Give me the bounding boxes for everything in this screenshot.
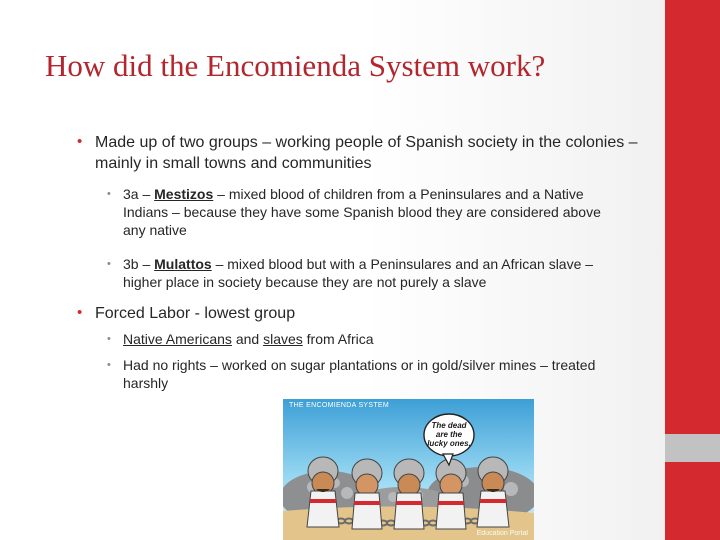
worker-2 bbox=[352, 459, 382, 529]
sub-bullet-text: Had no rights – worked on sugar plantations or in gold/silver mines – treated harshly bbox=[123, 357, 596, 391]
worker-3 bbox=[394, 459, 424, 529]
worker-4 bbox=[436, 459, 466, 529]
bullet-text: Made up of two groups – working people of Spanish society in the colonies – mainly in small towns and communities bbox=[95, 134, 638, 172]
sub-bullet-connector: and bbox=[231, 331, 264, 347]
cartoon-scene bbox=[283, 399, 534, 540]
bullet-dot: • bbox=[77, 304, 83, 321]
worker-1 bbox=[307, 457, 339, 527]
illustration-heading: THE ENCOMIENDA SYSTEM bbox=[289, 402, 390, 409]
sub-bullet-text: – mixed blood but with a Peninsulares and an African slave – higher place in society because they are not purely a slave bbox=[123, 256, 594, 290]
bullet-text: Forced Labor - lowest group bbox=[95, 305, 296, 322]
encomienda-illustration bbox=[283, 399, 534, 540]
sub-bullet-text: from Africa bbox=[302, 331, 374, 347]
worker-5 bbox=[477, 457, 509, 527]
term-mulattos: Mulattos bbox=[154, 256, 212, 272]
bubble-line-1: The dead bbox=[431, 421, 467, 430]
sub-bullet-text: – mixed blood of children from a Peninsulares and a Native Indians – because they have some Spanish blood they are considered above any native bbox=[123, 186, 601, 238]
sub-bullet-mulattos bbox=[107, 255, 623, 291]
side-bar-red-bottom bbox=[665, 462, 720, 540]
term-mestizos: Mestizos bbox=[154, 186, 214, 202]
bubble-line-3: lucky ones. bbox=[427, 439, 471, 448]
bullet-two-groups bbox=[77, 132, 640, 174]
sub-bullet-native-americans bbox=[107, 330, 628, 348]
sub-bullet-prefix: 3b – bbox=[123, 256, 155, 272]
side-decoration-bar bbox=[665, 0, 720, 540]
slide-title: How did the Encomienda System work? bbox=[45, 48, 546, 83]
sub-bullet-prefix: 3a – bbox=[123, 186, 155, 202]
sub-bullet-dot: • bbox=[107, 258, 111, 270]
term-native-americans: Native Americans bbox=[123, 331, 232, 347]
side-bar-gray bbox=[665, 434, 720, 462]
sub-bullet-mestizos bbox=[107, 185, 623, 239]
side-bar-red-top bbox=[665, 0, 720, 434]
bullet-forced-labor bbox=[77, 303, 640, 324]
sub-bullet-dot: • bbox=[107, 333, 111, 345]
illustration-credit: Education Portal bbox=[476, 530, 528, 537]
sub-bullet-dot: • bbox=[107, 359, 111, 371]
bullet-dot: • bbox=[77, 133, 83, 150]
bubble-line-2: are the bbox=[435, 430, 463, 439]
term-slaves: slaves bbox=[263, 331, 303, 347]
sub-bullet-dot: • bbox=[107, 188, 111, 200]
sub-bullet-no-rights bbox=[107, 356, 633, 392]
